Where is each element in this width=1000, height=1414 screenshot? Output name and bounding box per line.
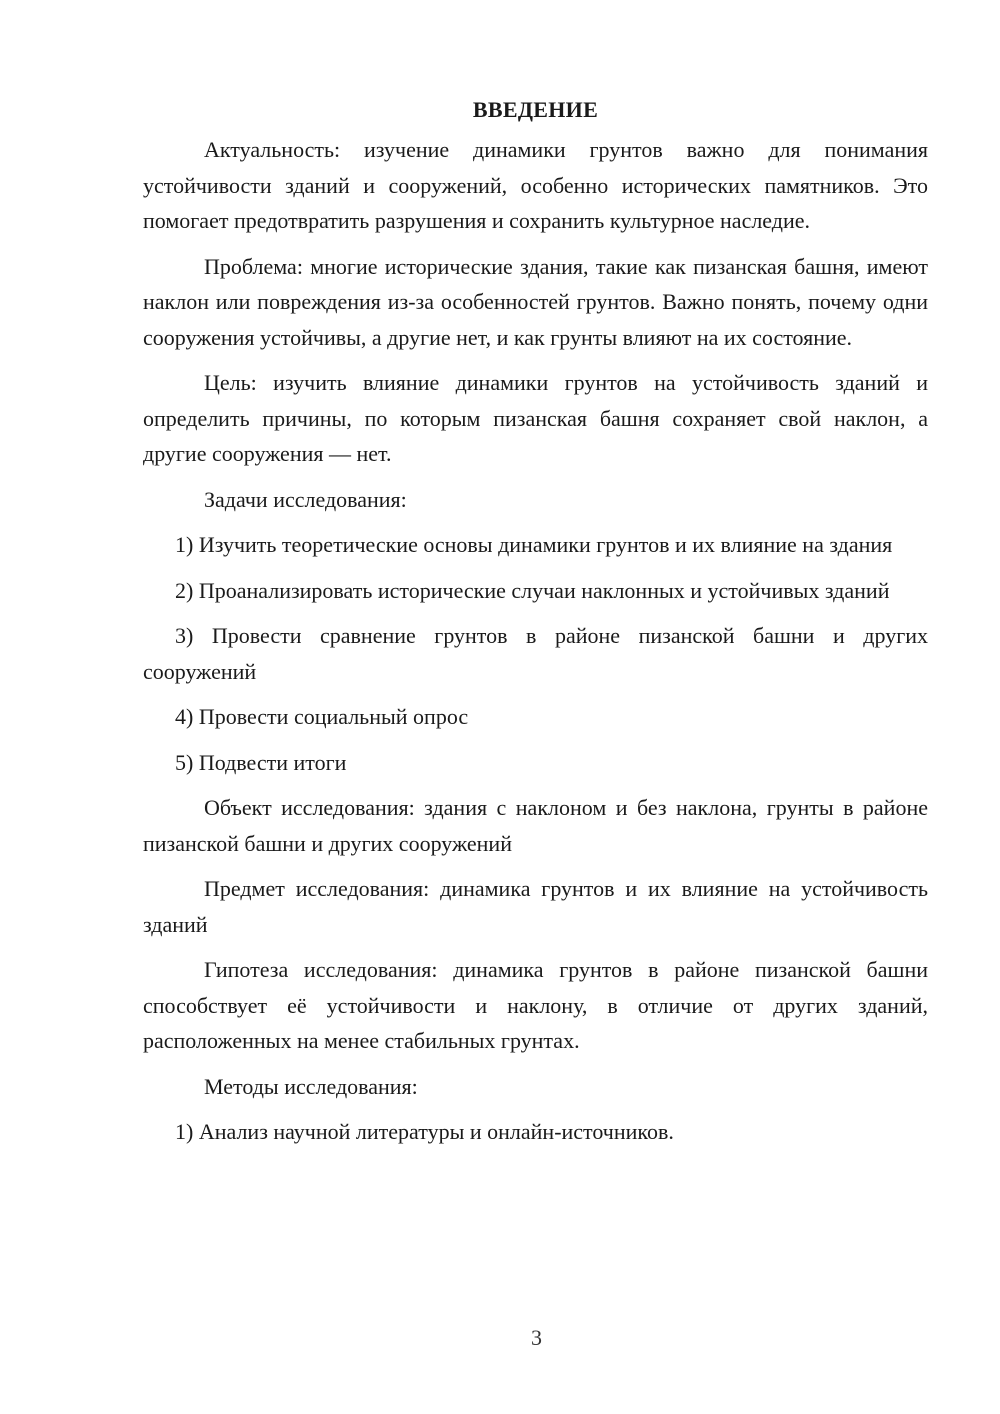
task-item: 2) Проанализировать исторические случаи наклонных и устойчивых зданий — [175, 577, 890, 603]
paragraph-goal: Цель: изучить влияние динамики грунтов на устойчивость зданий и определить причины, по которым пизанская башня сохраняет свой наклон, а другие сооружения — нет. — [143, 370, 928, 466]
task-item: 1) Изучить теоретические основы динамики грунтов и их влияние на здания — [175, 532, 893, 557]
methods-heading: Методы исследования: — [204, 1073, 418, 1099]
task-item: 5) Подвести итоги — [175, 749, 347, 775]
task-item: 3) Провести сравнение грунтов в районе пизанской башни и других сооружений — [143, 623, 928, 684]
task-item: 4) Провести социальный опрос — [175, 704, 469, 729]
method-item: 1) Анализ научной литературы и онлайн-источников. — [175, 1119, 674, 1144]
paragraph-hypothesis: Гипотеза исследования: динамика грунтов в районе пизанской башни способствует её устойчивости и наклону, в отличие от других зданий, расположенных на менее стабильных грунтах. — [143, 957, 928, 1053]
paragraph-subject: Предмет исследования: динамика грунтов и их влияние на устойчивость зданий — [143, 876, 928, 937]
section-title: ВВЕДЕНИЕ — [472, 97, 599, 122]
paragraph-relevance: Актуальность: изучение динамики грунтов важно для понимания устойчивости зданий и сооружений, особенно исторических памятников. Это помогает предотвратить разрушения и сохранить культурное наследие. — [143, 137, 928, 233]
document-page — [143, 92, 928, 1160]
paragraph-problem: Проблема: многие исторические здания, такие как пизанская башня, имеют наклон или повреждения из-за особенностей грунтов. Важно понять, почему одни сооружения устойчивы, а другие нет, и как грунты влияют на их состояние. — [143, 253, 928, 350]
tasks-heading: Задачи исследования: — [204, 486, 407, 512]
page-number: 3 — [531, 1325, 542, 1350]
paragraph-object: Объект исследования: здания с наклоном и без наклона, грунты в районе пизанской башни и других сооружений — [143, 795, 928, 856]
